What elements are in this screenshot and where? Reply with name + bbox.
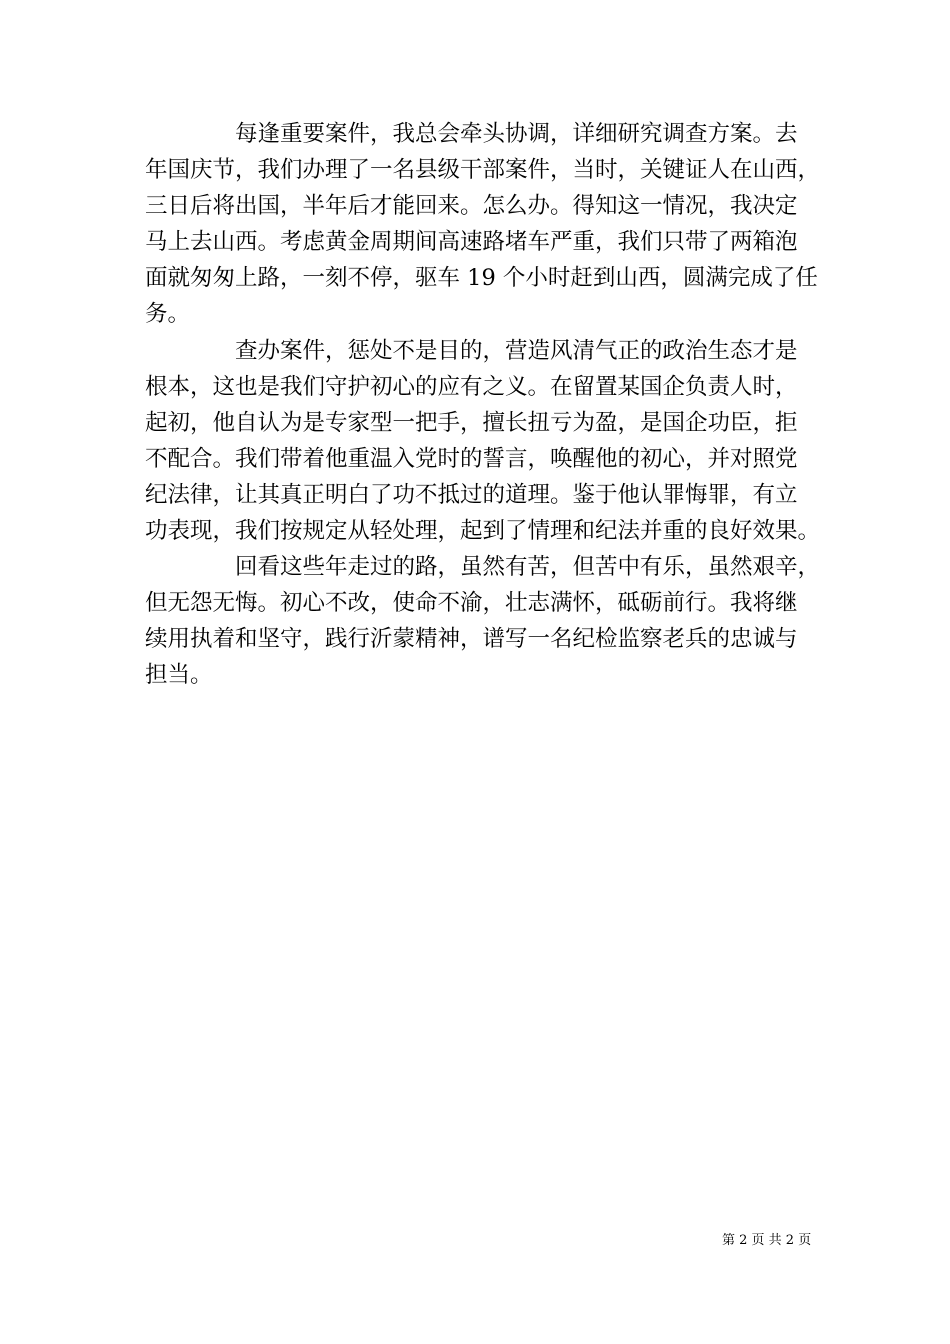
text-line: 根本，这也是我们守护初心的应有之义。在留置某国企负责人时， [145,373,798,400]
text-line: 年国庆节，我们办理了一名县级干部案件，当时，关键证人在山西， [145,157,821,184]
text-line: 面就匆匆上路，一刻不停，驱车 19 个小时赶到山西，圆满完成了任 [145,265,818,292]
text-line: 续用执着和坚守，践行沂蒙精神，谱写一名纪检监察老兵的忠诚与 [145,626,798,653]
text-line: 务。 [145,301,191,328]
text-line: 纪法律，让其真正明白了功不抵过的道理。鉴于他认罪悔罪，有立 [145,481,798,508]
text-line: 马上去山西。考虑黄金周期间高速路堵车严重，我们只带了两箱泡 [145,229,798,256]
text-line: 但无怨无悔。初心不改，使命不渝，壮志满怀，砥砺前行。我将继 [145,590,798,617]
text-line: 回看这些年走过的路，虽然有苦，但苦中有乐，虽然艰辛， [145,554,821,581]
text-line: 三日后将出国，半年后才能回来。怎么办。得知这一情况，我决定 [145,193,798,220]
text-line: 起初，他自认为是专家型一把手，擅长扭亏为盈，是国企功臣，拒 [145,409,798,436]
text-line: 不配合。我们带着他重温入党时的誓言，唤醒他的初心，并对照党 [145,445,798,472]
page-number-footer: 第 2 页 共 2 页 [722,1233,812,1248]
text-line: 查办案件，惩处不是目的，营造风清气正的政治生态才是 [145,337,798,364]
text-line: 每逢重要案件，我总会牵头协调，详细研究调查方案。去 [145,121,798,147]
text-line: 功表现，我们按规定从轻处理，起到了情理和纪法并重的良好效果。 [145,518,821,545]
text-line: 担当。 [145,662,213,689]
document-body [145,116,821,694]
